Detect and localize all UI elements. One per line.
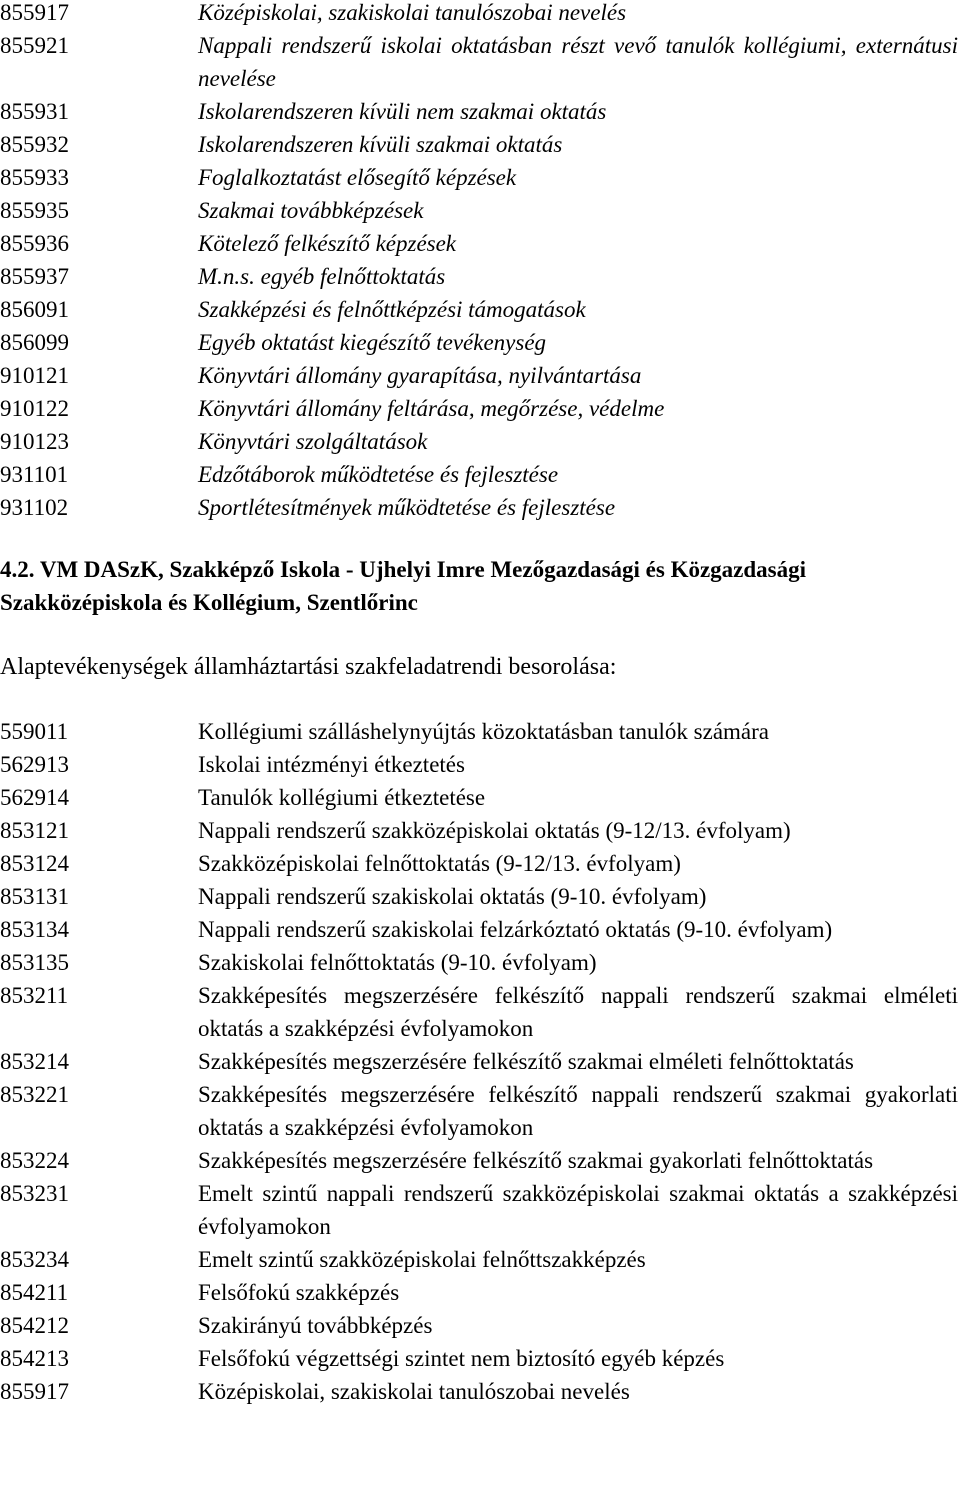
activity-code: 562914	[0, 785, 69, 810]
list-item	[0, 847, 958, 880]
list-item	[0, 194, 958, 227]
activity-description: Edzőtáborok működtetése és fejlesztése	[198, 462, 559, 487]
activity-code: 855933	[0, 165, 69, 190]
activity-code: 853121	[0, 818, 69, 843]
activity-description: Egyéb oktatást kiegészítő tevékenység	[198, 330, 547, 355]
list-item	[0, 1309, 958, 1342]
activity-code: 853124	[0, 851, 69, 876]
activity-description: Emelt szintű nappali rendszerű szakközépiskolai szakmai oktatás a szakképzési évfolyamokon	[198, 1181, 958, 1239]
list-item	[0, 29, 958, 95]
activity-code: 853234	[0, 1247, 69, 1272]
list-item	[0, 913, 958, 946]
activity-code: 854211	[0, 1280, 69, 1305]
list-item	[0, 1078, 958, 1144]
activity-code: 853211	[0, 983, 69, 1008]
activity-description: Középiskolai, szakiskolai tanulószobai nevelés	[198, 0, 627, 25]
activity-description: Felsőfokú szakképzés	[198, 1280, 400, 1305]
activity-description: Szakiskolai felnőttoktatás (9-10. évfolyam)	[198, 950, 597, 975]
activity-description: M.n.s. egyéb felnőttoktatás	[198, 264, 446, 289]
activity-code: 855921	[0, 33, 69, 58]
activity-description: Könyvtári állomány feltárása, megőrzése, védelme	[198, 396, 665, 421]
activity-description: Sportlétesítmények működtetése és fejlesztése	[198, 495, 616, 520]
activity-code: 910123	[0, 429, 69, 454]
list-item	[0, 979, 958, 1045]
activity-description: Emelt szintű szakközépiskolai felnőttszakképzés	[198, 1247, 646, 1272]
activity-code: 853224	[0, 1148, 69, 1173]
activity-code: 853214	[0, 1049, 69, 1074]
activity-code: 855917	[0, 1379, 69, 1404]
activity-list-1	[0, 0, 958, 524]
activity-code: 855936	[0, 231, 69, 256]
list-item	[0, 161, 958, 194]
list-item	[0, 392, 958, 425]
section-heading: 4.2. VM DASzK, Szakképző Iskola - Ujhelyi Imre Mezőgazdasági és Közgazdasági Szakközépiskola és Kollégium, Szentlőrinc	[0, 557, 807, 615]
list-item	[0, 1177, 958, 1243]
activity-description: Könyvtári állomány gyarapítása, nyilvántartása	[198, 363, 642, 388]
list-item	[0, 0, 958, 29]
list-item	[0, 1276, 958, 1309]
activity-description: Középiskolai, szakiskolai tanulószobai nevelés	[198, 1379, 630, 1404]
list-item	[0, 1144, 958, 1177]
list-item	[0, 326, 958, 359]
activity-code: 910121	[0, 363, 69, 388]
list-item	[0, 1375, 958, 1408]
list-item	[0, 425, 958, 458]
activity-description: Felsőfokú végzettségi szintet nem biztosító egyéb képzés	[198, 1346, 725, 1371]
activity-code: 853135	[0, 950, 69, 975]
activity-code: 853221	[0, 1082, 69, 1107]
activity-code: 562913	[0, 752, 69, 777]
activity-description: Foglalkoztatást elősegítő képzések	[198, 165, 517, 190]
activity-description: Könyvtári szolgáltatások	[198, 429, 428, 454]
activity-code: 853231	[0, 1181, 69, 1206]
activity-description: Szakmai továbbképzések	[198, 198, 424, 223]
activity-description: Nappali rendszerű szakiskolai felzárkóztató oktatás (9-10. évfolyam)	[198, 917, 833, 942]
activity-code: 854212	[0, 1313, 69, 1338]
list-item	[0, 781, 958, 814]
activity-code: 853131	[0, 884, 69, 909]
activity-code: 931102	[0, 495, 69, 520]
list-item	[0, 491, 958, 524]
list-item	[0, 1243, 958, 1276]
activity-code: 854213	[0, 1346, 69, 1371]
activity-description: Szakképesítés megszerzésére felkészítő szakmai gyakorlati felnőttoktatás	[198, 1148, 874, 1173]
activity-description: Iskolarendszeren kívüli nem szakmai oktatás	[198, 99, 607, 124]
activity-code: 856091	[0, 297, 69, 322]
list-item	[0, 227, 958, 260]
activity-description: Szakképzési és felnőttképzési támogatások	[198, 297, 586, 322]
activity-description: Szakközépiskolai felnőttoktatás (9-12/13. évfolyam)	[198, 851, 681, 876]
list-item	[0, 1045, 958, 1078]
activity-code: 853134	[0, 917, 69, 942]
list-item	[0, 293, 958, 326]
activity-code: 855917	[0, 0, 69, 25]
activity-description: Iskolai intézményi étkeztetés	[198, 752, 465, 777]
list-item	[0, 715, 958, 748]
list-item	[0, 359, 958, 392]
activity-description: Nappali rendszerű szakiskolai oktatás (9-10. évfolyam)	[198, 884, 707, 909]
activity-description: Nappali rendszerű szakközépiskolai oktatás (9-12/13. évfolyam)	[198, 818, 791, 843]
activity-code: 910122	[0, 396, 69, 421]
list-item	[0, 880, 958, 913]
activity-code: 931101	[0, 462, 69, 487]
activity-description: Kollégiumi szálláshelynyújtás közoktatásban tanulók számára	[198, 719, 770, 744]
list-item	[0, 128, 958, 161]
list-item	[0, 458, 958, 491]
list-item	[0, 95, 958, 128]
activity-code: 855935	[0, 198, 69, 223]
list-item	[0, 260, 958, 293]
activity-description: Szakképesítés megszerzésére felkészítő szakmai elméleti felnőttoktatás	[198, 1049, 854, 1074]
activity-description: Nappali rendszerű iskolai oktatásban részt vevő tanulók kollégiumi, externátusi nevelése	[198, 33, 958, 91]
activity-list-2	[0, 715, 958, 1408]
activity-description: Szakképesítés megszerzésére felkészítő nappali rendszerű szakmai gyakorlati oktatás a szakképzési évfolyamokon	[198, 1082, 958, 1140]
activity-code: 855932	[0, 132, 69, 157]
activity-description: Kötelező felkészítő képzések	[198, 231, 457, 256]
activity-description: Szakirányú továbbképzés	[198, 1313, 433, 1338]
list-item	[0, 814, 958, 847]
activity-code: 559011	[0, 719, 69, 744]
list-item	[0, 1342, 958, 1375]
activity-code: 856099	[0, 330, 69, 355]
activity-code: 855931	[0, 99, 69, 124]
section-subheading: Alaptevékenységek államháztartási szakfeladatrendi besorolása:	[0, 654, 617, 680]
activity-description: Iskolarendszeren kívüli szakmai oktatás	[198, 132, 563, 157]
activity-description: Szakképesítés megszerzésére felkészítő nappali rendszerű szakmai elméleti oktatás a szakképzési évfolyamokon	[198, 983, 958, 1041]
list-item	[0, 748, 958, 781]
activity-description: Tanulók kollégiumi étkeztetése	[198, 785, 486, 810]
activity-code: 855937	[0, 264, 69, 289]
list-item	[0, 946, 958, 979]
